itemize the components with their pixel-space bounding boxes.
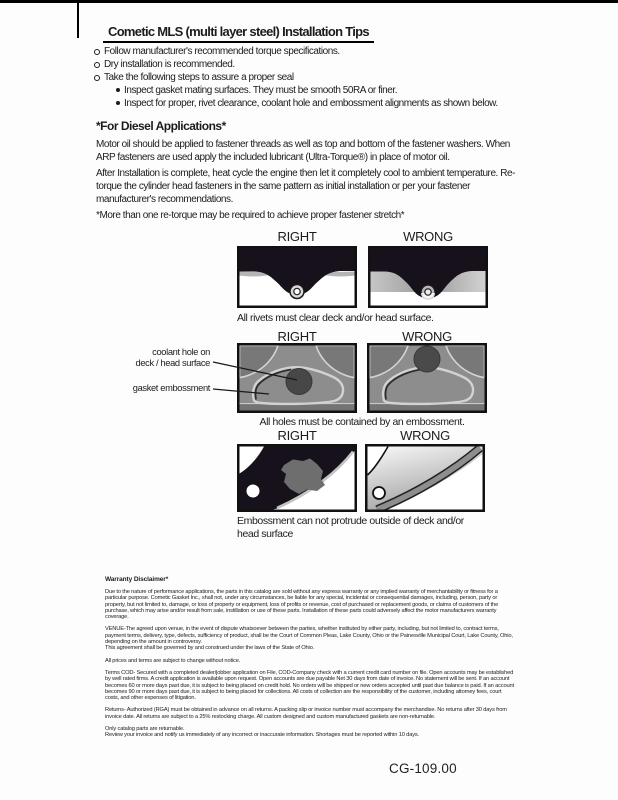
row1-wrong-label: WRONG [403, 229, 453, 244]
coolant-hole-label: coolant hole on deck / head surface [135, 347, 210, 368]
hollow-bullet-icon [94, 49, 100, 55]
bullet-text: Inspect for proper, rivet clearance, coolant hole and embossment alignments as shown below. [124, 98, 498, 109]
warranty-heading: Warranty Disclaimer* [105, 576, 169, 583]
diesel-heading: *For Diesel Applications* [96, 119, 226, 133]
diesel-paragraph-2: After Installation is complete, heat cycle the engine then let it completely cool to ambient temperature. Re-torque the cylinder head fasteners in the same pattern as initial installation or per your fastener manufacturer's recommendations. [96, 168, 515, 205]
row2-wrong-label: WRONG [402, 329, 452, 344]
row3-wrong-label: WRONG [400, 428, 450, 443]
warranty-paragraph: This agreement shall be governed by and construed under the laws of the State of Ohio. [105, 645, 315, 652]
row1-wrong-figure [368, 246, 488, 308]
label-leader-lines [203, 349, 313, 404]
list-item [94, 45, 546, 58]
warranty-paragraph: VENUE-The agreed upon venue, in the event of dispute whatsoever between the parties, whether instituted by either party, including, but not limited to, contract terms, payment terms, delivery, type, defects, sufficiency of product, shall be the Court of Common Pleas, Lake County, Ohio or the Painesville Municipal Court, Lake County, Ohio, depending on the amount in controversy. [105, 626, 513, 646]
hollow-bullet-icon [94, 62, 100, 68]
list-item [116, 97, 556, 110]
warranty-paragraph: Returns- Authorized (RGA) must be obtained in advance on all returns. A packing slip or invoice number must accompany the merchandise. No returns after 30 days from invoice date. All returns are subject to a 25% restocking charge. All custom designed and custom manufactured gaskets are non-returnable. [105, 707, 507, 720]
page-left-rule [77, 0, 79, 38]
warranty-disclaimer [105, 576, 515, 745]
page-code: CG-109.00 [389, 761, 457, 776]
bullet-text: Take the following steps to assure a proper seal [104, 72, 294, 83]
hollow-bullet-icon [94, 75, 100, 81]
bullet-text: Follow manufacturer's recommended torque specifications. [104, 46, 340, 57]
row2-caption: All holes must be contained by an embossment. [259, 416, 465, 428]
page-top-rule [0, 0, 618, 3]
list-item [94, 58, 546, 71]
tips-sub-bullet-list [116, 84, 556, 110]
filled-bullet-icon [116, 88, 120, 92]
row3-right-figure [237, 444, 357, 512]
tips-bullet-list [94, 45, 546, 84]
bullet-text: Inspect gasket mating surfaces. They must be smooth 50RA or finer. [124, 85, 398, 96]
row2-wrong-figure [367, 343, 487, 413]
list-item [94, 71, 546, 84]
row3-right-label: RIGHT [277, 428, 317, 443]
warranty-paragraph: Terms COD- Secured with a completed dealer/jobber application on File, COD-Company check with a current credit card number on file. Open accounts may be established by well rated firms. A credit application is available upon request. Open accounts are due payable Net 30 days from date of invoice. No statement will be sent. If an account becomes 60 or more days past due, it is subject to being placed on credit hold. No orders will be shipped or new orders accepted until past due balance is paid. If an account becomes 90 or more days past due, it is subject to being placed for collections. All costs of collection are the responsibility of the customer, including attorney fees, court costs, and other expenses of litigation. [105, 669, 514, 702]
warranty-paragraph: Review your invoice and notify us immediately of any incorrect or inaccurate information. Shortages must be reported within 10 days. [105, 732, 420, 739]
warranty-paragraph: Only catalog parts are returnable. [105, 726, 185, 733]
row1-right-figure [237, 246, 357, 308]
row1-right-label: RIGHT [277, 229, 317, 244]
bullet-text: Dry installation is recommended. [104, 59, 235, 70]
row3-caption: Embossment can not protrude outside of deck and/or head surface [237, 515, 464, 540]
row2-right-label: RIGHT [277, 329, 317, 344]
row1-caption: All rivets must clear deck and/or head surface. [237, 312, 434, 324]
filled-bullet-icon [116, 101, 120, 105]
page-title: Cometic MLS (multi layer steel) Installation Tips [103, 24, 374, 43]
warranty-paragraph: Due to the nature of performance applications, the parts in this catalog are sold without any express warranty or any implied warranty of merchantability or fitness for a particular purpose. Cometic Gasket Inc., shall not, under any circumstances, be liable for any special, incidental or consequential damages, including, person, party or property, but not limited to, damage, or loss of property or equipment, loss of profits or revenue, cost of purchased or replacement goods, or claims of customers of the purchase, which may arise and/or result from sale, instillation or use of these parts. Installation of these parts could adversely affect the motor manufacturers warranty coverage. [105, 589, 499, 621]
list-item [116, 84, 556, 97]
warranty-paragraph: All prices and terms are subject to change without notice. [105, 657, 241, 664]
gasket-embossment-label: gasket embossment [132, 383, 210, 393]
diesel-paragraph-1: Motor oil should be applied to fastener threads as well as top and bottom of the fastener washers. When ARP fasteners are used apply the included lubricant (Ultra-Torque®) in place of motor oil. [96, 139, 510, 163]
row3-wrong-figure [365, 444, 485, 512]
retorque-note: *More than one re-torque may be required to achieve proper fastener stretch* [96, 210, 405, 221]
